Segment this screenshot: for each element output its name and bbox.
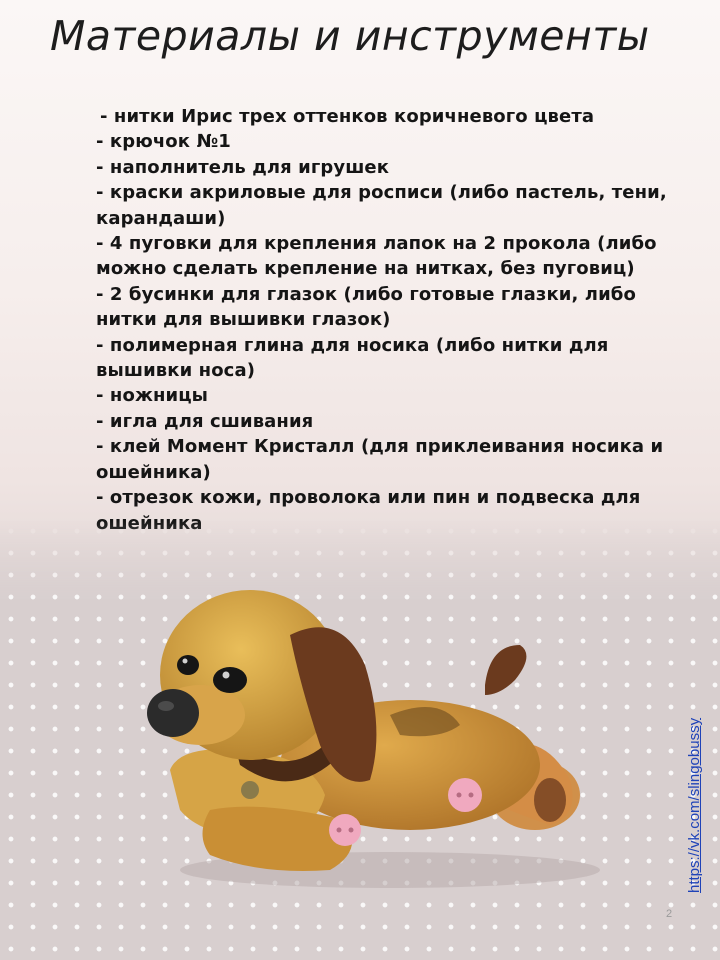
list-item: - ножницы [96, 385, 209, 407]
list-item: - клей Момент Кристалл (для приклеивания носика и ошейника) [96, 436, 664, 483]
materials-list [96, 104, 696, 536]
page-title: Материалы и инструменты [50, 12, 650, 60]
vk-link[interactable]: https://vk.com/slingobussy [686, 717, 703, 893]
list-item: - 2 бусинки для глазок (либо готовые глазки, либо нитки для вышивки глазок) [96, 283, 636, 331]
list-item: - отрезок кожи, проволока или пин и подвеска для [96, 487, 641, 509]
list-item: - наполнитель для игрушек [96, 156, 390, 178]
crochet-dog-photo [140, 565, 610, 895]
page-number: 2 [666, 908, 673, 920]
list-item: - краски акриловые для росписи (либо пастель, тени, карандаши) [96, 182, 667, 229]
list-item: - полимерная глина для носика (либо нитки для вышивки носа) [96, 334, 609, 382]
list-item: - игла для сшивания [96, 410, 314, 432]
list-item: - 4 пуговки для крепления лапок на 2 прокола (либо можно сделать крепление на нитках, без пуговиц) [96, 233, 657, 280]
list-item: - нитки Ирис трех оттенков коричневого цвета [100, 106, 595, 127]
list-item: - крючок №1 [96, 131, 231, 153]
